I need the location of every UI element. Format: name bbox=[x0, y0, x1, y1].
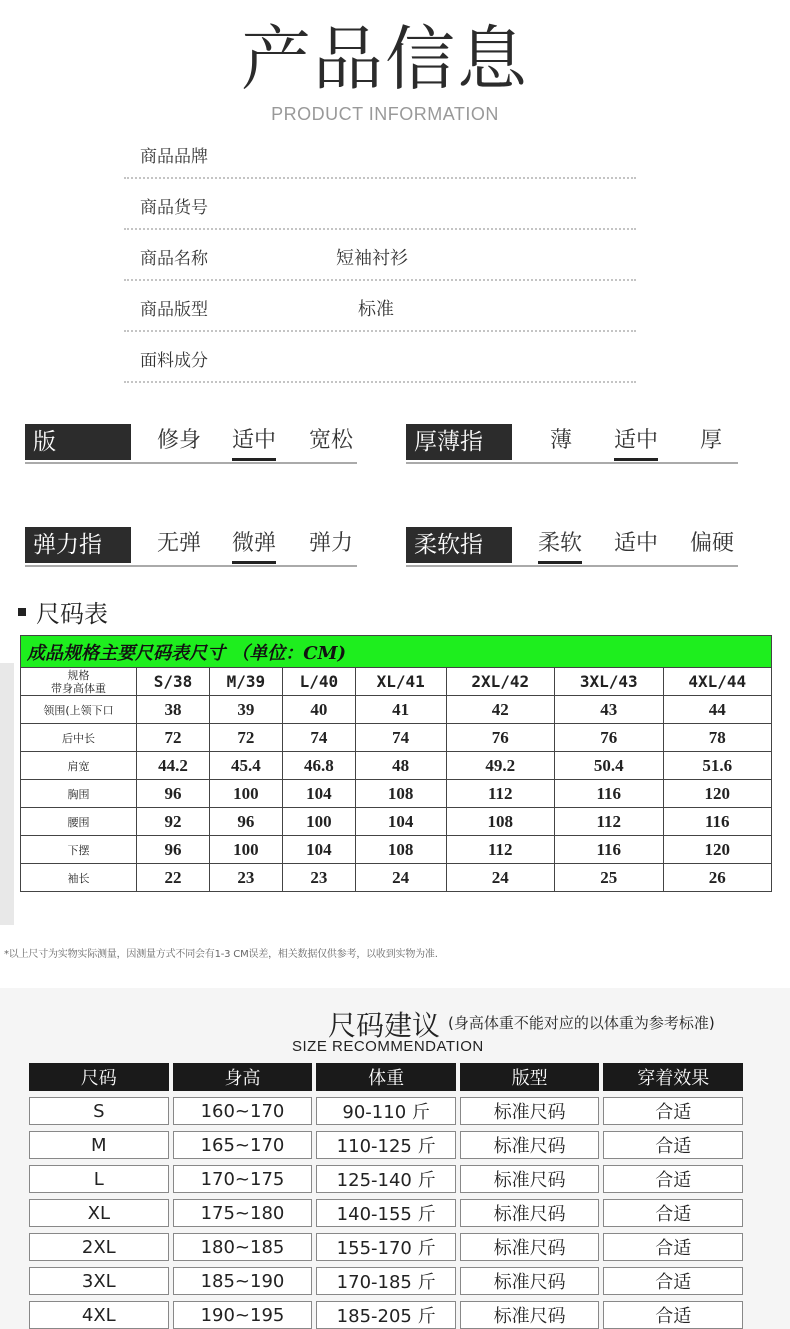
size-header: 4XL/44 bbox=[663, 668, 772, 696]
recommendation-note: (身高体重不能对应的以体重为参考标准) bbox=[448, 1014, 715, 1032]
table-cell: 170~175 bbox=[173, 1165, 313, 1193]
table-cell: 104 bbox=[282, 836, 355, 864]
size-header: S/38 bbox=[137, 668, 210, 696]
info-label: 面料成分 bbox=[140, 351, 208, 371]
table-cell: 100 bbox=[209, 836, 282, 864]
table-cell: 120 bbox=[663, 780, 772, 808]
attr-label: 厚薄指数 bbox=[406, 424, 512, 460]
size-chart-heading-text: 尺码表 bbox=[36, 600, 108, 628]
rec-header: 身高 bbox=[173, 1063, 313, 1091]
table-cell: 24 bbox=[446, 864, 554, 892]
table-cell: 112 bbox=[555, 808, 663, 836]
table-row bbox=[21, 836, 772, 864]
table-cell: 23 bbox=[282, 864, 355, 892]
table-cell: 180~185 bbox=[173, 1233, 313, 1261]
size-chart-body bbox=[21, 696, 772, 892]
table-row bbox=[21, 864, 772, 892]
size-header: 3XL/43 bbox=[555, 668, 663, 696]
info-label: 商品品牌 bbox=[140, 147, 208, 167]
table-cell: 合适 bbox=[603, 1131, 743, 1159]
table-cell: 116 bbox=[555, 780, 663, 808]
table-cell: 42 bbox=[446, 696, 554, 724]
info-row-item-number bbox=[124, 179, 636, 230]
table-row bbox=[29, 1267, 743, 1295]
table-cell: 155-170 斤 bbox=[316, 1233, 456, 1261]
info-value: 短袖衬衫 bbox=[336, 248, 408, 269]
rec-header: 穿着效果 bbox=[603, 1063, 743, 1091]
table-cell: 76 bbox=[446, 724, 554, 752]
attr-label: 柔软指数 bbox=[406, 527, 512, 563]
info-label: 商品货号 bbox=[140, 198, 208, 218]
page-title: 产品信息 bbox=[241, 18, 529, 100]
table-cell: 合适 bbox=[603, 1233, 743, 1261]
attr-option: 宽松 bbox=[309, 428, 354, 453]
table-cell: 100 bbox=[209, 780, 282, 808]
table-cell: XL bbox=[29, 1199, 169, 1227]
attr-elasticity bbox=[25, 527, 357, 594]
table-cell: 24 bbox=[355, 864, 446, 892]
table-row bbox=[29, 1199, 743, 1227]
table-cell: 96 bbox=[137, 836, 210, 864]
attr-option-selected: 微弹 bbox=[232, 527, 276, 564]
table-cell: 112 bbox=[446, 780, 554, 808]
table-row bbox=[29, 1233, 743, 1261]
measurement-footnote: *以上尺寸为实物实际测量，因测量方式不同会有1-3 CM误差，相关数据仅供参考，以收到实物为准. bbox=[4, 949, 438, 960]
info-row-brand bbox=[124, 128, 636, 179]
table-cell: 165~170 bbox=[173, 1131, 313, 1159]
table-cell: 100 bbox=[282, 808, 355, 836]
table-cell: 标准尺码 bbox=[460, 1267, 600, 1295]
table-cell: S bbox=[29, 1097, 169, 1125]
attr-label: 版 型 bbox=[25, 424, 131, 460]
size-chart-caption: 成品规格主要尺码表尺寸 （单位：CM) bbox=[21, 636, 772, 668]
table-cell: M bbox=[29, 1131, 169, 1159]
table-cell: 26 bbox=[663, 864, 772, 892]
info-row-name bbox=[124, 230, 636, 281]
size-chart-table bbox=[20, 635, 772, 892]
table-cell: 74 bbox=[282, 724, 355, 752]
info-row-fit bbox=[124, 281, 636, 332]
row-label: 下摆 bbox=[21, 836, 137, 864]
rec-header: 尺码 bbox=[29, 1063, 169, 1091]
table-cell: 49.2 bbox=[446, 752, 554, 780]
table-cell: 4XL bbox=[29, 1301, 169, 1329]
table-row bbox=[21, 696, 772, 724]
attr-option: 偏硬 bbox=[690, 531, 735, 556]
size-chart-heading bbox=[18, 594, 108, 629]
table-cell: 合适 bbox=[603, 1199, 743, 1227]
table-cell: 44 bbox=[663, 696, 772, 724]
table-cell: 160~170 bbox=[173, 1097, 313, 1125]
table-cell: 43 bbox=[555, 696, 663, 724]
size-header: 2XL/42 bbox=[446, 668, 554, 696]
table-cell: 标准尺码 bbox=[460, 1097, 600, 1125]
table-cell: 44.2 bbox=[137, 752, 210, 780]
table-cell: 72 bbox=[137, 724, 210, 752]
corner-bottom: 带身高体重 bbox=[51, 681, 106, 695]
table-cell: 170-185 斤 bbox=[316, 1267, 456, 1295]
table-cell: 104 bbox=[282, 780, 355, 808]
table-cell: 78 bbox=[663, 724, 772, 752]
attr-label: 弹力指数 bbox=[25, 527, 131, 563]
table-row bbox=[21, 780, 772, 808]
table-cell: 25 bbox=[555, 864, 663, 892]
recommendation-table bbox=[25, 1057, 747, 1329]
table-cell: L bbox=[29, 1165, 169, 1193]
table-cell: 标准尺码 bbox=[460, 1199, 600, 1227]
info-value: 标准 bbox=[358, 299, 394, 320]
size-chart-header-row bbox=[21, 668, 772, 696]
table-row bbox=[29, 1165, 743, 1193]
attr-option: 弹力 bbox=[309, 531, 354, 556]
recommendation-body bbox=[29, 1097, 743, 1329]
attr-option-selected: 柔软 bbox=[538, 527, 582, 564]
table-cell: 38 bbox=[137, 696, 210, 724]
table-cell: 96 bbox=[209, 808, 282, 836]
table-cell: 41 bbox=[355, 696, 446, 724]
table-cell: 合适 bbox=[603, 1301, 743, 1329]
attr-softness bbox=[406, 527, 738, 594]
rec-header: 体重 bbox=[316, 1063, 456, 1091]
info-label: 商品版型 bbox=[140, 300, 208, 320]
table-cell: 116 bbox=[663, 808, 772, 836]
row-label: 后中长 bbox=[21, 724, 137, 752]
attr-option: 修身 bbox=[157, 428, 202, 453]
info-row-fabric bbox=[124, 332, 636, 383]
table-cell: 76 bbox=[555, 724, 663, 752]
page-subtitle: PRODUCT INFORMATION bbox=[271, 104, 499, 124]
attr-option: 适中 bbox=[614, 531, 659, 556]
table-row bbox=[29, 1301, 743, 1329]
table-cell: 108 bbox=[355, 836, 446, 864]
corner-top: 规格 bbox=[67, 668, 90, 682]
table-cell: 标准尺码 bbox=[460, 1233, 600, 1261]
size-chart-caption-row bbox=[21, 636, 772, 668]
attr-option: 薄 bbox=[550, 428, 573, 453]
table-cell: 92 bbox=[137, 808, 210, 836]
table-cell: 22 bbox=[137, 864, 210, 892]
recommendation-header-row bbox=[29, 1063, 743, 1091]
table-row bbox=[29, 1131, 743, 1159]
table-cell: 104 bbox=[355, 808, 446, 836]
row-label: 袖长 bbox=[21, 864, 137, 892]
table-cell: 45.4 bbox=[209, 752, 282, 780]
table-cell: 50.4 bbox=[555, 752, 663, 780]
table-cell: 90-110 斤 bbox=[316, 1097, 456, 1125]
attr-option-selected: 适中 bbox=[614, 424, 658, 461]
table-cell: 190~195 bbox=[173, 1301, 313, 1329]
table-cell: 合适 bbox=[603, 1267, 743, 1295]
table-cell: 120 bbox=[663, 836, 772, 864]
size-header: M/39 bbox=[209, 668, 282, 696]
table-cell: 2XL bbox=[29, 1233, 169, 1261]
recommendation-subtitle: SIZE RECOMMENDATION bbox=[292, 1038, 484, 1055]
product-info-list bbox=[124, 128, 636, 383]
table-cell: 23 bbox=[209, 864, 282, 892]
side-decoration bbox=[0, 663, 14, 925]
table-cell: 标准尺码 bbox=[460, 1131, 600, 1159]
table-row bbox=[29, 1097, 743, 1125]
table-cell: 112 bbox=[446, 836, 554, 864]
attr-option: 厚 bbox=[700, 428, 723, 453]
size-chart-corner bbox=[21, 668, 137, 696]
table-cell: 合适 bbox=[603, 1165, 743, 1193]
table-cell: 46.8 bbox=[282, 752, 355, 780]
table-cell: 125-140 斤 bbox=[316, 1165, 456, 1193]
table-cell: 96 bbox=[137, 780, 210, 808]
table-cell: 39 bbox=[209, 696, 282, 724]
row-label: 领围(上领下口 bbox=[21, 696, 137, 724]
attr-thickness bbox=[406, 424, 738, 491]
table-cell: 140-155 斤 bbox=[316, 1199, 456, 1227]
table-cell: 74 bbox=[355, 724, 446, 752]
row-label: 腰围 bbox=[21, 808, 137, 836]
attr-fit bbox=[25, 424, 357, 491]
table-cell: 185~190 bbox=[173, 1267, 313, 1295]
table-cell: 72 bbox=[209, 724, 282, 752]
table-cell: 51.6 bbox=[663, 752, 772, 780]
table-cell: 108 bbox=[446, 808, 554, 836]
table-cell: 40 bbox=[282, 696, 355, 724]
table-cell: 标准尺码 bbox=[460, 1165, 600, 1193]
table-cell: 48 bbox=[355, 752, 446, 780]
bullet-icon bbox=[18, 608, 26, 616]
info-label: 商品名称 bbox=[140, 249, 208, 269]
row-label: 肩宽 bbox=[21, 752, 137, 780]
table-row bbox=[21, 752, 772, 780]
rec-header: 版型 bbox=[460, 1063, 600, 1091]
table-cell: 合适 bbox=[603, 1097, 743, 1125]
table-cell: 175~180 bbox=[173, 1199, 313, 1227]
size-header: XL/41 bbox=[355, 668, 446, 696]
row-label: 胸围 bbox=[21, 780, 137, 808]
table-cell: 116 bbox=[555, 836, 663, 864]
size-header: L/40 bbox=[282, 668, 355, 696]
table-cell: 3XL bbox=[29, 1267, 169, 1295]
table-cell: 110-125 斤 bbox=[316, 1131, 456, 1159]
table-row bbox=[21, 724, 772, 752]
table-cell: 标准尺码 bbox=[460, 1301, 600, 1329]
table-cell: 108 bbox=[355, 780, 446, 808]
attr-option: 无弹 bbox=[157, 531, 202, 556]
attr-option-selected: 适中 bbox=[232, 424, 276, 461]
table-row bbox=[21, 808, 772, 836]
recommendation-title: 尺码建议 bbox=[328, 1009, 441, 1042]
table-cell: 185-205 斤 bbox=[316, 1301, 456, 1329]
